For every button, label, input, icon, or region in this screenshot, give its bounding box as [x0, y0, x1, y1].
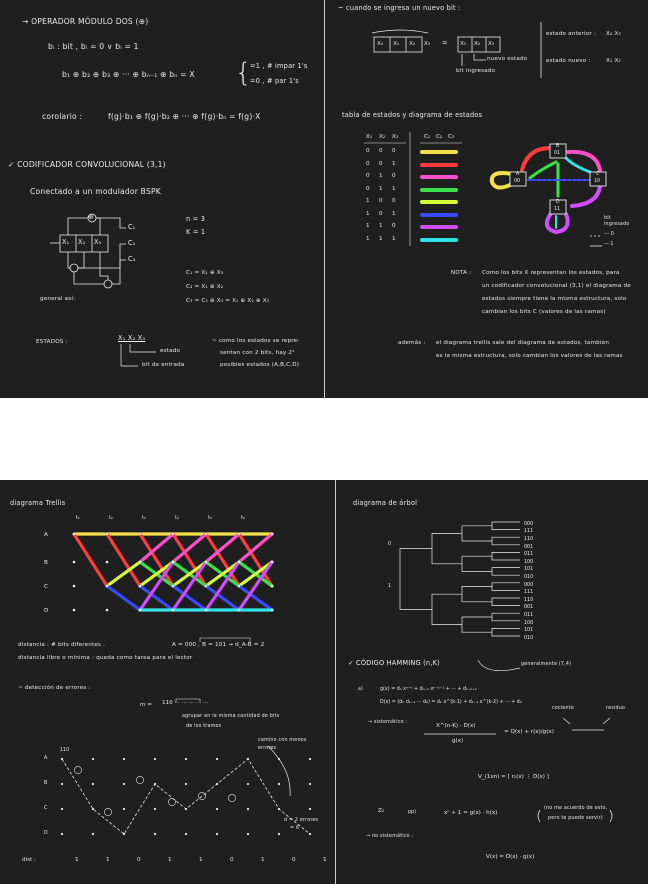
branch-b-to-a	[530, 162, 556, 178]
g-x-equation: g(x) = dₙ xⁿ⁻ᵏ + dₙ₋₁ xⁿ⁻ᵏ⁻¹ + ··· + dₙ₋ₖ₊₁	[380, 687, 477, 692]
operator-title: → OPERADOR MÓDULO DOS (⊕)	[22, 17, 149, 26]
ademas-line-2: es la misma estructura, solo cambian los valores de las ramas	[436, 353, 623, 359]
leaf-code: 000	[524, 582, 534, 588]
table-cell: 0	[392, 173, 396, 179]
dist-value: 1	[168, 857, 172, 863]
output-c1: C₁	[128, 223, 136, 231]
col-c1: C₁	[424, 134, 431, 140]
new-bit-title: ~ cuando se ingresa un nuevo bit :	[338, 4, 461, 12]
poly-note-2: pero te puede servir)	[548, 816, 603, 821]
state-node-a: A	[516, 172, 520, 177]
time-label: t₂	[109, 516, 113, 521]
states-note-2: sentan con 2 bits, hay 2²	[220, 350, 295, 356]
trellis-state-b: B	[44, 560, 48, 566]
z2-label: Z₂	[378, 808, 385, 814]
self-loop-d	[547, 212, 568, 232]
legend-bit-ingresado: bit ingresado	[604, 216, 630, 227]
fraction-numerator: X^(n-K) · D(x)	[436, 723, 476, 729]
distance-example: A = 000 , B = 101 → d_A-B = 2	[172, 642, 265, 648]
item-a: a)	[358, 687, 363, 692]
encoder-title: ✓ CODIFICADOR CONVOLUCIONAL (3,1)	[8, 160, 166, 169]
table-cell: 0	[379, 148, 383, 154]
state-code-a: 00	[514, 179, 521, 184]
tree-title: diagrama de árbol	[353, 499, 418, 507]
table-cell: 0	[392, 148, 396, 154]
d-note: d = 2 errores	[284, 818, 319, 823]
d-total: = 6	[290, 826, 300, 831]
col-x1: X₁	[366, 134, 373, 140]
leaf-code: 110	[524, 537, 534, 542]
table-cell: 0	[379, 160, 383, 167]
leaf-code: 100	[524, 559, 534, 565]
table-cell: 1	[392, 210, 396, 217]
table-cell: 0	[379, 198, 383, 204]
xor-node-1: ⊕	[88, 213, 94, 221]
nota-line-1: Como los bits X representan los estados, para	[482, 270, 620, 276]
bpsk-note: Conectado a un modulador BSPK	[30, 187, 161, 196]
col-x2: X₂	[379, 134, 386, 140]
bit-ingresado-label: bit ingresado	[456, 68, 496, 74]
table-cell: 1	[392, 185, 396, 192]
output-c2: C₂	[128, 239, 136, 247]
self-loop-a	[492, 173, 512, 188]
trellis-state-d: D	[44, 608, 49, 614]
page-2	[0, 480, 648, 884]
error-state-a: A	[44, 756, 48, 761]
hamming-title: ✓ CÓDIGO HAMMING (n,K)	[348, 659, 440, 667]
branch-b-to-c	[568, 152, 600, 170]
dist-value: 1	[199, 857, 203, 863]
leaf-code: 011	[524, 552, 534, 558]
state-node-b: B	[556, 144, 560, 149]
table-cell: 0	[366, 160, 370, 167]
table-cell: 1	[366, 223, 370, 229]
leaf-code: 010	[524, 575, 534, 580]
polynomial-equation: xⁿ + 1 = g(x) · h(x)	[444, 810, 498, 816]
tree-input-1: 1	[388, 584, 392, 589]
path-value: 110	[60, 748, 70, 753]
corollary-label: corolario :	[42, 112, 83, 121]
division-rhs: = Q(x) + r(x)/g(x)	[504, 729, 554, 735]
cociente-label: cociente	[552, 706, 574, 711]
systematic-label: → sistemático :	[368, 720, 408, 725]
leaf-code: 101	[524, 628, 534, 634]
equation-c2: C₂ = X₁ ⊕ X₂	[186, 284, 224, 290]
legend-zero: --- 0	[604, 232, 614, 237]
state-code-d: 11	[554, 207, 561, 212]
table-cell: 0	[392, 223, 396, 229]
error-state-b: B	[44, 781, 48, 786]
state-code-b: 01	[554, 151, 561, 156]
reg-before-x2: X₂	[409, 41, 416, 47]
table-cell: 1	[366, 198, 370, 204]
leaf-code: 111	[524, 529, 534, 535]
case-odd: =1 , # impar 1's	[250, 62, 308, 70]
leaf-code: 011	[524, 613, 534, 618]
estado-label: estado	[160, 348, 181, 354]
state-code-c: 10	[594, 179, 601, 184]
table-cell: 0	[366, 185, 370, 192]
dist-value: 0	[292, 857, 296, 863]
dist-value: 1	[323, 857, 327, 863]
corollary-equation: f(g)·b₁ ⊕ f(g)·b₂ ⊕ ··· ⊕ f(g)·bₙ = f(g)·X	[108, 112, 261, 121]
reg-before-x4: X₄	[377, 41, 384, 47]
legend-one: — 1	[604, 242, 614, 247]
state-node-c: C	[596, 172, 600, 177]
leaf-code: 010	[524, 635, 534, 641]
leaf-code: 111	[524, 590, 534, 596]
time-label: t₁	[76, 516, 80, 521]
equation-c1: C₁ = X₁ ⊕ X₃	[186, 270, 224, 276]
dist-value: 0	[137, 857, 141, 863]
equation-c3: C₃ = C₂ ⊕ X₃ = X₁ ⊕ X₂ ⊕ X₃	[186, 298, 270, 304]
error-detection-title: ~ detección de errores :	[18, 685, 91, 691]
nota-line-3: estados siempre tiene la misma estructura, solo	[482, 296, 627, 302]
output-c3: C₃	[128, 255, 136, 263]
distance-line: distancia : # bits diferentes .	[18, 642, 106, 648]
prev-state-value: X₂ X₃	[606, 31, 621, 37]
state-diagram	[0, 0, 648, 398]
k-value: K = 1	[186, 228, 206, 236]
states-note-3: posibles estados (A,B,C,D)	[220, 362, 300, 368]
xor-equation: b₁ ⊕ b₂ ⊕ b₃ ⊕ ··· ⊕ bₙ₋₁ ⊕ bₙ = X	[62, 70, 195, 79]
non-systematic-equation: V(x) = D(x) · g(x)	[486, 854, 535, 860]
free-distance: distancia libre o mínima : queda como tarea para el lector	[18, 655, 193, 661]
col-c3: C₃	[448, 134, 455, 140]
nota-line-2: un codificador convolucional (3,1) el diagrama de	[482, 283, 631, 289]
case-even: =0 , # par 1's	[250, 77, 299, 85]
table-cell: 1	[379, 223, 383, 229]
d-x-equation: D(x) = (dₖ dₖ₋₁ ··· d₀) = dₖ x^(k-1) + dₖ₋₁ x^(k-2) + ··· + d₀	[380, 700, 522, 705]
leaf-code: 000	[524, 521, 534, 527]
ademas-label: además :	[398, 340, 426, 346]
page-1	[0, 0, 648, 398]
camino-note-1: camino con menos	[258, 738, 307, 743]
leaf-code: 001	[524, 544, 534, 550]
col-c2: C₂	[436, 134, 443, 140]
pp-label: pp)	[408, 810, 416, 815]
reg-before-x3: X₃	[424, 41, 431, 47]
trellis-title: diagrama Trellis	[10, 499, 66, 507]
dist-value: 1	[75, 857, 79, 863]
table-cell: 0	[366, 148, 370, 154]
reg-after-x2: X₂	[474, 41, 481, 47]
bit-definition: bᵢ : bit , bᵢ = 0 ∨ bᵢ = 1	[48, 42, 139, 51]
prev-state-label: estado anterior :	[546, 31, 596, 37]
table-cell: 0	[366, 173, 370, 179]
time-label: t₅	[208, 516, 212, 521]
new-state-label: estado nuevo :	[546, 58, 591, 64]
case-brace: {	[235, 58, 252, 88]
nuevo-estado-label: nuevo estado	[487, 56, 528, 62]
tree-input-0: 0	[388, 542, 392, 547]
dist-value: 1	[106, 857, 110, 863]
table-cell: 1	[392, 160, 396, 167]
branch-c-to-d	[572, 186, 600, 206]
table-cell: 0	[392, 198, 396, 204]
table-cell: 1	[379, 185, 383, 192]
dist-label: dist :	[22, 857, 36, 863]
table-cell: 0	[379, 210, 383, 217]
states-note-1: ~ como los estados se repre-	[212, 338, 300, 344]
table-cell: 1	[366, 210, 370, 217]
dist-value: 1	[261, 857, 265, 863]
reg-after-x1: X₁	[460, 41, 467, 47]
new-state-value: X₁ X₂	[606, 58, 621, 64]
nota-line-4: cambian los bits C (valores de las ramas)	[482, 309, 606, 315]
register-cell-x1: X₁	[62, 238, 70, 246]
states-sequence: X₁ X₂ X₃	[118, 334, 146, 342]
error-state-d: D	[44, 831, 48, 836]
poly-note-1: (no me acuerdo de esto,	[544, 806, 608, 811]
state-node-d: D	[556, 200, 560, 205]
leaf-code: 001	[524, 605, 534, 611]
table-cell: 1	[379, 173, 383, 179]
diagram-note: general así:	[40, 296, 76, 302]
col-x3: X₃	[392, 134, 399, 140]
fraction-denominator: g(x)	[452, 738, 464, 744]
register-cell-x2: X₂	[78, 238, 86, 246]
error-state-c: C	[44, 806, 48, 811]
register-cell-x3: X₃	[94, 238, 102, 246]
bit-entrada-label: bit de entrada	[142, 362, 185, 368]
ademas-line-1: el diagrama trellis sale del diagrama de estados, también	[436, 340, 610, 346]
hamming-annotations	[0, 480, 648, 884]
table-cell: 1	[392, 235, 396, 242]
time-label: t₄	[175, 516, 179, 521]
table-title: tabla de estados y diagrama de estados	[342, 111, 483, 119]
table-cell: 1	[379, 235, 383, 242]
leaf-code: 110	[524, 597, 534, 603]
group-note-1: agrupar en la misma cantidad de bits	[182, 714, 280, 719]
dist-value: 0	[230, 857, 234, 863]
time-label: t₆	[241, 516, 245, 521]
equals-sign: =	[442, 39, 448, 47]
leaf-code: 100	[524, 620, 534, 626]
branch-c-to-b	[566, 158, 590, 172]
m-label: m =	[140, 702, 152, 708]
states-label: ESTADOS :	[36, 339, 68, 345]
trellis-state-c: C	[44, 584, 48, 590]
n-value: n = 3	[186, 215, 206, 223]
residuo-label: residuo	[606, 706, 626, 711]
m-value: 110 ··· ··· ··· ··· ···	[162, 700, 209, 706]
nota-label: NOTA :	[451, 270, 472, 276]
non-systematic-label: → no sistemático :	[366, 834, 414, 839]
vector-equation: V_(1xn) = [ r₁(x) ⋮ D(x) ]	[478, 774, 549, 780]
leaf-code: 101	[524, 567, 534, 573]
reg-after-x3: X₃	[488, 41, 495, 47]
trellis-state-a: A	[44, 532, 48, 538]
group-note-2: de los tramos	[186, 724, 222, 729]
table-cell: 1	[366, 235, 370, 242]
time-label: t₃	[142, 516, 146, 521]
hamming-note: generalmente (7,4)	[521, 662, 572, 667]
reg-before-x1: X₁	[393, 41, 400, 47]
camino-note-2: errores	[258, 746, 277, 751]
